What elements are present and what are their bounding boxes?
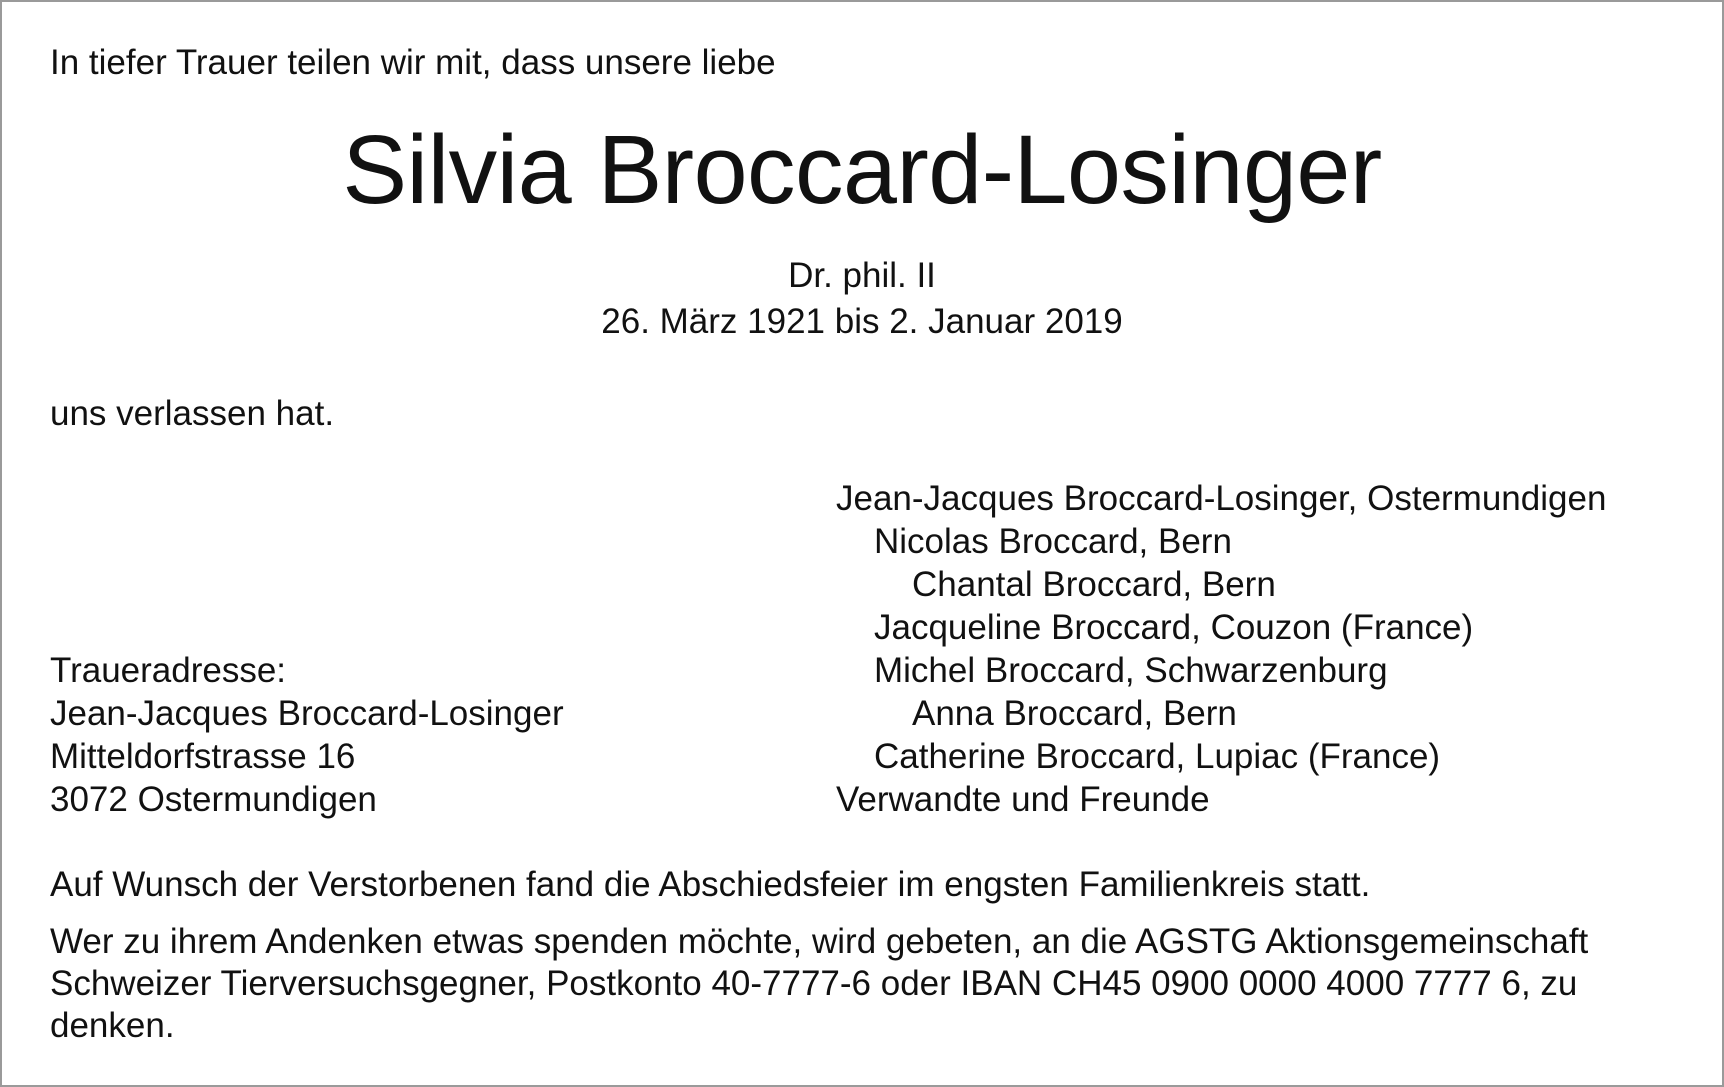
address-street: Mitteldorfstrasse 16 <box>50 737 356 776</box>
ceremony-text: Auf Wunsch der Verstorbenen fand die Abschiedsfeier im engsten Familienkreis statt. <box>50 865 1371 904</box>
mourner-item: Nicolas Broccard, Bern <box>874 522 1232 561</box>
mourners-list <box>836 477 1606 821</box>
mourning-address <box>50 649 564 821</box>
mourner-item: Anna Broccard, Bern <box>912 694 1237 733</box>
academic-title: Dr. phil. II <box>788 256 936 295</box>
donation-text: Wer zu ihrem Andenken etwas spenden möchte, wird gebeten, an die AGSTG Aktionsgemeinschaft Schweizer Tierversuchsgegner, Postkonto 40-7777-6 oder IBAN CH45 0900 0000 4000 7777 6, zu denken. <box>50 922 1589 1045</box>
life-dates: 26. März 1921 bis 2. Januar 2019 <box>601 302 1123 341</box>
mourner-item: Catherine Broccard, Lupiac (France) <box>874 737 1441 776</box>
intro-text: In tiefer Trauer teilen wir mit, dass unsere liebe <box>50 43 776 82</box>
deceased-name: Silvia Broccard-Losinger <box>342 115 1382 224</box>
mourner-item: Chantal Broccard, Bern <box>912 565 1276 604</box>
address-city: 3072 Ostermundigen <box>50 780 377 819</box>
address-name: Jean-Jacques Broccard-Losinger <box>50 694 564 733</box>
mourner-item: Jean-Jacques Broccard-Losinger, Ostermundigen <box>836 479 1607 518</box>
mourner-item: Jacqueline Broccard, Couzon (France) <box>874 608 1474 647</box>
address-label: Traueradresse: <box>50 651 287 690</box>
mourner-item: Verwandte und Freunde <box>836 780 1210 819</box>
mourner-item: Michel Broccard, Schwarzenburg <box>874 651 1388 690</box>
departed-text: uns verlassen hat. <box>50 394 335 433</box>
